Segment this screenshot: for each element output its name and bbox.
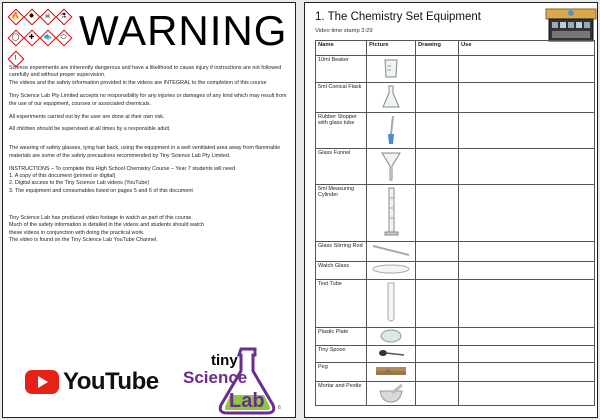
spoon-icon <box>376 347 406 359</box>
explosive-icon: ✸ <box>24 9 39 24</box>
equipment-name: Tiny Spoon <box>316 346 367 363</box>
funnel-icon <box>380 150 402 182</box>
toxic-icon: ☠ <box>40 9 55 24</box>
table-row <box>316 56 595 83</box>
use-cell[interactable] <box>459 262 595 280</box>
use-cell[interactable] <box>459 363 595 382</box>
equipment-picture <box>367 280 416 328</box>
measuring-cylinder-icon <box>380 186 402 238</box>
drawing-cell[interactable] <box>416 113 459 149</box>
peg-icon <box>374 364 408 378</box>
paragraph: Tiny Science Lab Pty Limited accepts no responsibility for any injuries or damages of any kind which may result from the use of our equipment, courses or associated chemicals. <box>9 93 287 107</box>
environment-icon: 🐟 <box>40 30 55 45</box>
video-timestamp: Video time stamp 3:29 <box>315 28 373 34</box>
table-row <box>316 382 595 406</box>
table-row <box>316 185 595 242</box>
chemistry-kit-image <box>545 7 597 43</box>
use-cell[interactable] <box>459 149 595 185</box>
equipment-name: 5ml Conical Flask <box>316 83 367 113</box>
gas-cylinder-icon: ⬭ <box>56 30 71 45</box>
corrosive-icon: ⚗ <box>56 9 71 24</box>
equipment-picture <box>367 262 416 280</box>
youtube-play-icon <box>25 370 59 394</box>
drawing-cell[interactable] <box>416 346 459 363</box>
paragraph: Much of the safety information is detailed in the videos and students should watch <box>9 222 205 229</box>
table-header-row <box>316 41 595 56</box>
equipment-table <box>315 40 595 406</box>
use-cell[interactable] <box>459 185 595 242</box>
test-tube-icon <box>380 281 402 325</box>
logo-lab: Lab <box>229 390 265 412</box>
column-header-drawing: Drawing <box>416 41 459 56</box>
use-cell[interactable] <box>459 113 595 149</box>
equipment-name: Glass Funnel <box>316 149 367 185</box>
equipment-picture <box>367 83 416 113</box>
column-header-name: Name <box>316 41 367 56</box>
column-header-picture: Picture <box>367 41 416 56</box>
column-header-use: Use <box>459 41 595 56</box>
logo-tiny: tiny <box>211 352 238 369</box>
irritant-icon: ! <box>8 51 23 66</box>
section-title: 1. The Chemistry Set Equipment <box>315 11 481 23</box>
table-row <box>316 346 595 363</box>
warning-body <box>9 65 293 250</box>
equipment-picture <box>367 149 416 185</box>
youtube-logo <box>25 368 159 396</box>
oxidizer-icon: ◯ <box>8 30 23 45</box>
paragraph: these videos in conjunction with doing the practical work. <box>9 229 145 236</box>
equipment-picture <box>367 382 416 406</box>
mortar-pestle-icon <box>376 383 406 403</box>
instructions-heading: INSTRUCTIONS – To complete this High School Chemistry Course – Year 7 students will need <box>9 165 236 172</box>
watch-glass-icon <box>371 263 411 275</box>
stirring-rod-icon <box>371 243 411 257</box>
health-hazard-icon: ✚ <box>24 30 39 45</box>
drawing-cell[interactable] <box>416 149 459 185</box>
flammable-icon: 🔥 <box>8 9 23 24</box>
paragraph: The video is found on the Tiny Science Lab YouTube Channel. <box>9 237 158 243</box>
paragraph: All children should be supervised at all times by a responsible adult. <box>9 126 171 133</box>
use-cell[interactable] <box>459 56 595 83</box>
table-row <box>316 83 595 113</box>
logo-science: Science <box>183 368 248 387</box>
equipment-picture <box>367 242 416 262</box>
drawing-cell[interactable] <box>416 185 459 242</box>
equipment-picture <box>367 185 416 242</box>
paragraph: Science experiments are inherently dangerous and have a likelihood to cause injury if instructions are not followed carefully and without proper supervision. <box>9 65 282 79</box>
use-cell[interactable] <box>459 346 595 363</box>
use-cell[interactable] <box>459 242 595 262</box>
paragraph: The videos and the safety information provided in the videos are INTEGRAL to the completion of this course <box>9 80 267 87</box>
warning-title: WARNING <box>79 7 288 54</box>
hazard-symbols <box>8 9 76 72</box>
table-row <box>316 242 595 262</box>
instruction-item: 3. The equipment and consumables listed on pages 5 and 6 of this document <box>9 187 193 194</box>
paragraph: Tiny Science Lab has produced video footage to watch as part of this course. <box>9 214 193 221</box>
beaker-icon <box>380 57 402 79</box>
right-page <box>304 2 598 418</box>
equipment-name: Peg <box>316 363 367 382</box>
drawing-cell[interactable] <box>416 328 459 346</box>
equipment-name: Mortar and Pestle <box>316 382 367 406</box>
table-row <box>316 113 595 149</box>
drawing-cell[interactable] <box>416 363 459 382</box>
plastic-plate-icon <box>379 329 403 343</box>
drawing-cell[interactable] <box>416 382 459 406</box>
paragraph: All experiments carried out by the user are done at their own risk. <box>9 113 165 120</box>
instruction-item: 2. Digital access to the Tiny Science Lab videos (YouTube) <box>9 180 150 187</box>
paragraph: The wearing of safety glasses, tying hair back, using the equipment in a well ventilated area away from flammable materials are some of the safety precautions recommended by Tiny Science Lab Pty Limited. <box>9 145 281 159</box>
equipment-picture <box>367 113 416 149</box>
equipment-picture <box>367 56 416 83</box>
table-row <box>316 363 595 382</box>
equipment-name: Watch Glass <box>316 262 367 280</box>
page-number: 6 <box>278 405 281 411</box>
drawing-cell[interactable] <box>416 262 459 280</box>
drawing-cell[interactable] <box>416 56 459 83</box>
equipment-picture <box>367 328 416 346</box>
rubber-stopper-icon <box>380 114 402 146</box>
drawing-cell[interactable] <box>416 242 459 262</box>
equipment-name: 10ml Beaker <box>316 56 367 83</box>
conical-flask-icon <box>380 84 402 110</box>
table-row <box>316 280 595 328</box>
equipment-name: 5ml Measuring Cylinder <box>316 185 367 242</box>
drawing-cell[interactable] <box>416 280 459 328</box>
youtube-label: YouTube <box>63 368 159 395</box>
equipment-name: Test Tube <box>316 280 367 328</box>
tiny-science-lab-logo <box>181 343 281 415</box>
equipment-name: Glass Stirring Rod <box>316 242 367 262</box>
instruction-item: 1. A copy of this document (printed or digital) <box>9 173 116 180</box>
equipment-name: Rubber Stopper with glass tube <box>316 113 367 149</box>
table-row <box>316 149 595 185</box>
equipment-picture <box>367 363 416 382</box>
table-row <box>316 328 595 346</box>
drawing-cell[interactable] <box>416 83 459 113</box>
left-page <box>2 2 296 418</box>
use-cell[interactable] <box>459 328 595 346</box>
use-cell[interactable] <box>459 382 595 406</box>
use-cell[interactable] <box>459 83 595 113</box>
equipment-picture <box>367 346 416 363</box>
table-row <box>316 262 595 280</box>
equipment-name: Plastic Plate <box>316 328 367 346</box>
use-cell[interactable] <box>459 280 595 328</box>
